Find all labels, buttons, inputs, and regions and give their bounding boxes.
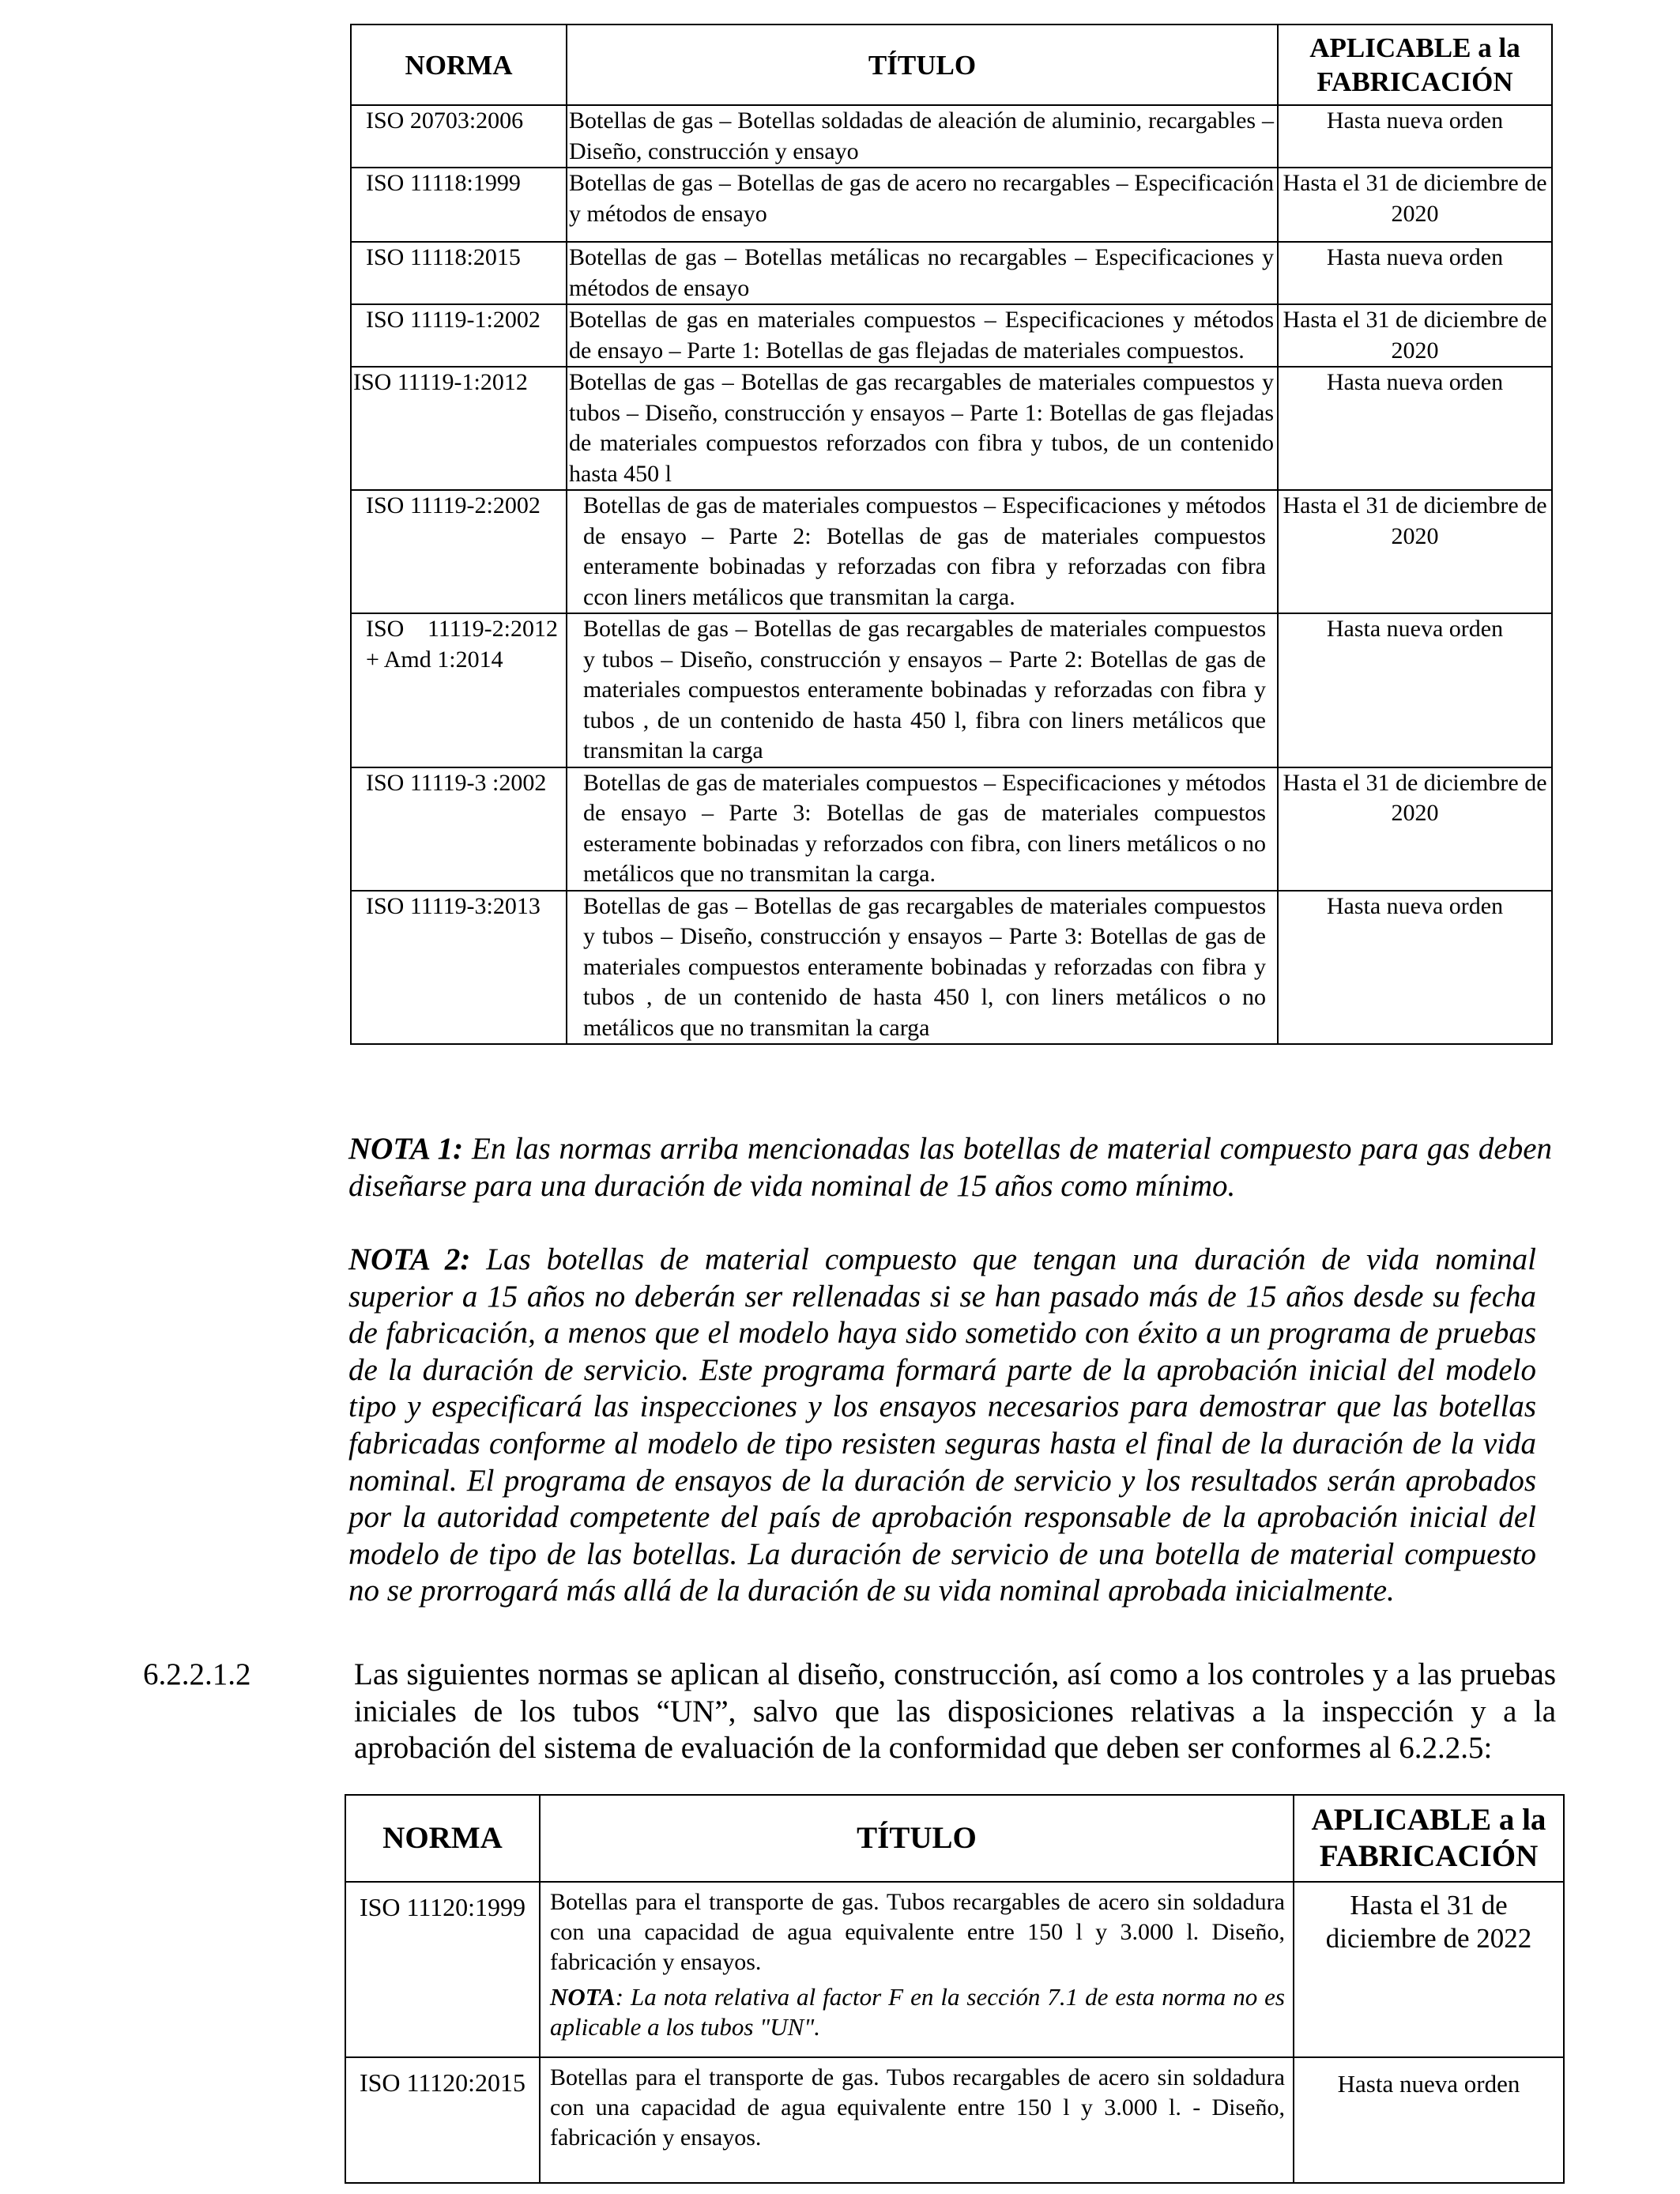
table-row xyxy=(351,105,1552,168)
aplicable-cell: Hasta nueva orden xyxy=(1278,105,1552,168)
norma-cell: ISO 11119-1:2012 xyxy=(351,367,567,490)
titulo-cell: Botellas de gas de materiales compuestos – Especificaciones y métodos de ensayo – Parte 2: Botellas de gas de materiales compuestos enteramente bobinadas y reforzadas con fibra y reforzadas con fibra ccon liners metálicos que transmitan la carga. xyxy=(567,490,1278,613)
table-row xyxy=(351,242,1552,304)
norma-cell: ISO 11119-2:2002 xyxy=(351,490,567,613)
aplicable-cell: Hasta nueva orden xyxy=(1278,367,1552,490)
section-paragraph: Las siguientes normas se aplican al diseño, construcción, así como a los controles y a las pruebas iniciales de los tubos “UN”, salvo que las disposiciones relativas a la inspección y a la aprobación del sistema de evaluación de la conformidad que deben ser conformes al 6.2.2.5: xyxy=(354,1657,1556,1766)
aplicable-cell: Hasta el 31 de diciembre de 2020 xyxy=(1278,168,1552,242)
table-header-row xyxy=(345,1795,1564,1882)
norma-cell: ISO 11119-3 :2002 xyxy=(351,767,567,891)
aplicable-cell: Hasta nueva orden xyxy=(1294,2057,1564,2183)
titulo-cell: Botellas de gas en materiales compuestos – Especificaciones y métodos de ensayo – Parte 1: Botellas de gas flejadas de materiales compuestos. xyxy=(567,304,1278,367)
table-row xyxy=(351,613,1552,767)
header-aplicable: APLICABLE a la FABRICACIÓN xyxy=(1294,1795,1564,1882)
norma-cell: ISO 11120:1999 xyxy=(345,1882,540,2057)
table-row xyxy=(345,2057,1564,2183)
aplicable-cell: Hasta el 31 de diciembre de 2020 xyxy=(1278,490,1552,613)
aplicable-cell: Hasta nueva orden xyxy=(1278,242,1552,304)
titulo-cell: Botellas de gas de materiales compuestos – Especificaciones y métodos de ensayo – Parte 3: Botellas de gas de materiales compuestos esteramente bobinadas y reforzados con fibra, con liners metálicos o no metálicos que no transmitan la carga. xyxy=(567,767,1278,891)
note-2-label: NOTA 2: xyxy=(348,1242,471,1276)
titulo-cell: Botellas de gas – Botellas de gas de acero no recargables – Especificación y métodos de ensayo xyxy=(567,168,1278,242)
norma-cell: ISO 11118:1999 xyxy=(351,168,567,242)
norma-cell: ISO 20703:2006 xyxy=(351,105,567,168)
header-norma: NORMA xyxy=(345,1795,540,1882)
note-1 xyxy=(348,1131,1552,1204)
aplicable-cell: Hasta nueva orden xyxy=(1278,613,1552,767)
titulo-note-label: NOTA xyxy=(550,1983,616,2011)
titulo-note-text: : La nota relativa al factor F en la sección 7.1 de esta norma no es aplicable a los tubos "UN". xyxy=(550,1983,1285,2041)
titulo-note xyxy=(550,1982,1285,2042)
norma-cell: ISO 11119-1:2002 xyxy=(351,304,567,367)
titulo-cell: Botellas de gas – Botellas soldadas de aleación de aluminio, recargables – Diseño, construcción y ensayo xyxy=(567,105,1278,168)
aplicable-cell: Hasta el 31 de diciembre de 2020 xyxy=(1278,304,1552,367)
titulo-cell: Botellas de gas – Botellas de gas recargables de materiales compuestos y tubos – Diseño, construcción y ensayos – Parte 1: Botellas de gas flejadas de materiales compuestos reforzados con fibra y tubos, de un contenido hasta 450 l xyxy=(567,367,1278,490)
note-1-text: En las normas arriba mencionadas las botellas de material compuesto para gas deben diseñarse para una duración de vida nominal de 15 años como mínimo. xyxy=(348,1132,1553,1203)
norma-cell: ISO 11120:2015 xyxy=(345,2057,540,2183)
titulo-cell: Botellas de gas – Botellas de gas recargables de materiales compuestos y tubos – Diseño, construcción y ensayos – Parte 2: Botellas de gas de materiales compuestos enteramente bobinadas y reforzadas con fibra y tubos , de un contenido de hasta 450 l, fibra con liners metálicos que transmitan la carga xyxy=(567,613,1278,767)
aplicable-cell: Hasta el 31 de diciembre de 2020 xyxy=(1278,767,1552,891)
table-row xyxy=(351,304,1552,367)
standards-table-tubes xyxy=(345,1794,1565,2184)
titulo-cell: Botellas de gas – Botellas de gas recargables de materiales compuestos y tubos – Diseño, construcción y ensayos – Parte 3: Botellas de gas de materiales compuestos enteramente bobinadas y reforzadas con fibra y tubos , de un contenido de hasta 450 l, con liners metálicos o no metálicos que no transmitan la carga xyxy=(567,891,1278,1045)
titulo-cell: Botellas para el transporte de gas. Tubos recargables de acero sin soldadura con una capacidad de agua equivalente entre 150 l y 3.000 l. - Diseño, fabricación y ensayos. xyxy=(540,2057,1294,2183)
header-titulo: TÍTULO xyxy=(567,25,1278,105)
header-titulo: TÍTULO xyxy=(540,1795,1294,1882)
aplicable-cell: Hasta nueva orden xyxy=(1278,891,1552,1045)
norma-cell: ISO 11118:2015 xyxy=(351,242,567,304)
table-header-row xyxy=(351,25,1552,105)
standards-table-cylinders xyxy=(350,24,1553,1045)
table-row xyxy=(351,367,1552,490)
titulo-cell: Botellas de gas – Botellas metálicas no recargables – Especificaciones y métodos de ensayo xyxy=(567,242,1278,304)
header-aplicable: APLICABLE a la FABRICACIÓN xyxy=(1278,25,1552,105)
norma-cell: ISO 11119-3:2013 xyxy=(351,891,567,1045)
header-norma: NORMA xyxy=(351,25,567,105)
norma-cell: ISO 11119-2:2012 + Amd 1:2014 xyxy=(351,613,567,767)
note-2 xyxy=(348,1242,1536,1610)
table-row xyxy=(351,490,1552,613)
note-2-text: Las botellas de material compuesto que tengan una duración de vida nominal superior a 15 años no deberán ser rellenadas si se han pasado más de 15 años desde su fecha de fabricación, a menos que el modelo haya sido sometido con éxito a un programa de pruebas de la duración de servicio. Este programa formará parte de la aprobación inicial del modelo tipo y especificará las inspecciones y los ensayos necesarios para demostrar que las botellas fabricadas conforme al modelo de tipo resisten seguras hasta el final de la duración de la vida nominal. El programa de ensayos de la duración de servicio y los resultados serán aprobados por la autoridad competente del país de aprobación responsable de la aprobación inicial del modelo de tipo de las botellas. La duración de servicio de una botella de material compuesto no se prorrogará más allá de la duración de su vida nominal aprobada inicialmente. xyxy=(348,1242,1537,1608)
section-number: 6.2.2.1.2 xyxy=(143,1657,251,1691)
table-row xyxy=(351,168,1552,242)
titulo-text: Botellas para el transporte de gas. Tubos recargables de acero sin soldadura con una capacidad de agua equivalente entre 150 l y 3.000 l. Diseño, fabricación y ensayos. xyxy=(550,1889,1285,1975)
titulo-cell xyxy=(540,1882,1294,2057)
table-row xyxy=(345,1882,1564,2057)
table-row xyxy=(351,891,1552,1045)
table-row xyxy=(351,767,1552,891)
aplicable-cell: Hasta el 31 de diciembre de 2022 xyxy=(1294,1882,1564,2057)
note-1-label: NOTA 1: xyxy=(348,1132,464,1166)
